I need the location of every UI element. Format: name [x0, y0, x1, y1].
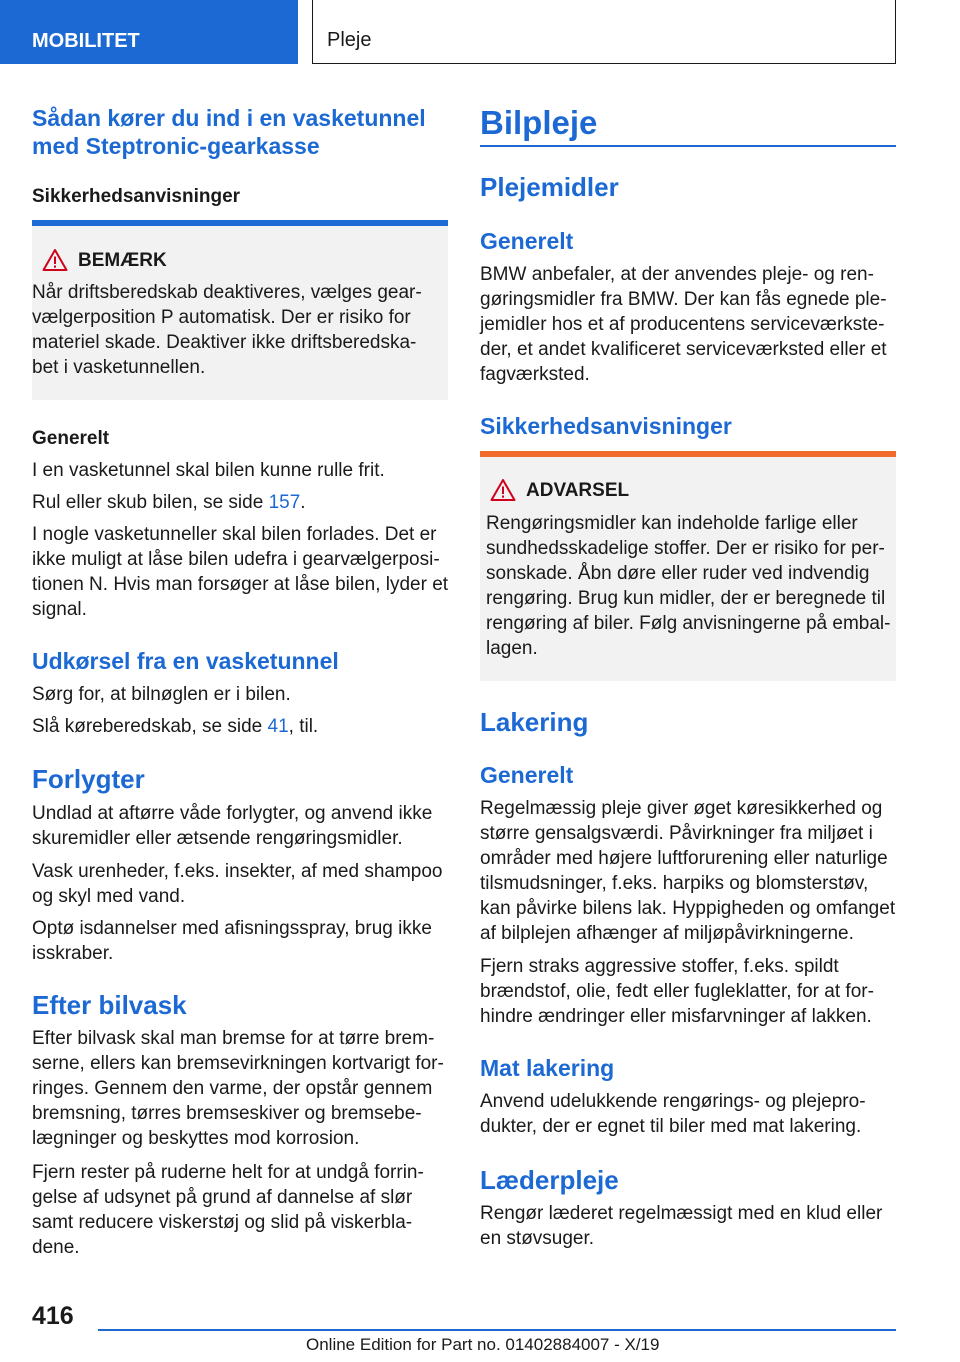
- left-p2-end: .: [300, 492, 306, 513]
- notice-label: BEMÆRK: [78, 250, 167, 271]
- paint-general-heading: Generelt: [480, 762, 574, 788]
- headlights-heading: Forlygter: [32, 764, 145, 794]
- after-wash-p1-line: lægninger og beskyttes mod korrosion.: [32, 1128, 360, 1149]
- footer-rule: [98, 1329, 896, 1331]
- warning-label: ADVARSEL: [526, 480, 630, 501]
- paint-p1: [480, 796, 900, 946]
- after-wash-p2: [32, 1160, 452, 1260]
- after-wash-p2-line: dene.: [32, 1237, 80, 1258]
- paint-p1-line: områder med højere luftforurening eller naturlige: [480, 848, 888, 869]
- care-products-heading: Plejemidler: [480, 172, 619, 202]
- headlights-p1-line: skuremidler eller ætsende rengøringsmidler.: [32, 828, 403, 849]
- warning-box: [480, 451, 896, 681]
- left-p3-line: signal.: [32, 599, 87, 620]
- notice-bar: [32, 220, 448, 226]
- warning-triangle-icon: [490, 478, 516, 502]
- paint-p2-line: hindre ændringer eller misfarvninger af lakken.: [480, 1006, 872, 1027]
- leather-paragraph-line: en støvsuger.: [480, 1228, 595, 1249]
- paint-p1-line: kan påvirke bilens lak. Hyppigheden og omfanget: [480, 898, 896, 919]
- notice-line: Når driftsberedskab deaktiveres, vælges gear-: [32, 282, 422, 303]
- paint-p1-line: større gensalgsværdi. Påvirkninger fra miljøet i: [480, 823, 873, 844]
- notice-box: [32, 220, 448, 400]
- care-paragraph-line: gøringsmidler fra BMW. Der kan fås egnede ple-: [480, 289, 887, 310]
- warning-body: [486, 511, 896, 661]
- after-wash-p1-line: serne, ellers kan bremsevirkningen kortvarigt for-: [32, 1053, 444, 1074]
- notice-body: [32, 280, 448, 380]
- headlights-p2: [32, 859, 452, 909]
- after-wash-p2-line: Fjern rester på ruderne helt for at undgå forrin-: [32, 1162, 424, 1183]
- right-safety-heading: Sikkerhedsanvisninger: [480, 413, 732, 439]
- section-tab: [0, 0, 298, 64]
- headlights-p1: [32, 801, 452, 851]
- care-paragraph-line: der, et andet kvalificeret serviceværksted eller et: [480, 339, 887, 360]
- left-p3-line: tionen N. Hvis man forsøger at låse bilen, lyder et: [32, 574, 449, 595]
- headlights-p3-line: Optø isdannelser med afisningsspray, brug ikke: [32, 918, 432, 939]
- care-general-heading: Generelt: [480, 228, 574, 254]
- headlights-p1-line: Undlad at aftørre våde forlygter, og anvend ikke: [32, 803, 433, 824]
- warning-line: sonskade. Åbn døre eller ruder ved indvendig: [486, 563, 870, 584]
- warning-triangle-icon: [42, 248, 68, 272]
- left-title: [32, 104, 452, 160]
- left-p2: [32, 490, 306, 515]
- care-paragraph: [480, 262, 900, 387]
- after-wash-p1-line: ringes. Gennem den varme, der opstår gennem: [32, 1078, 433, 1099]
- paint-p1-line: Regelmæssig pleje giver øget køresikkerhed og: [480, 798, 883, 819]
- paint-p1-line: tilsmudsninger, f.eks. harpiks og blomsterstøv,: [480, 873, 869, 894]
- notice-line: materiel skade. Deaktiver ikke driftsberedska-: [32, 332, 417, 353]
- headlights-p3: [32, 916, 452, 966]
- exit-p2-text: Slå køreberedskab, se side: [32, 716, 268, 737]
- left-title-line-2: med Steptronic-gearkasse: [32, 133, 320, 159]
- headlights-p2-line: Vask urenheder, f.eks. insekter, af med shampoo: [32, 861, 443, 882]
- warning-line: rengøring af biler. Følg anvisningerne på embal-: [486, 613, 891, 634]
- after-wash-p1-line: bremsning, tørres bremseskiver og bremsebe-: [32, 1103, 422, 1124]
- section-label: MOBILITET: [32, 30, 140, 52]
- left-safety-heading: Sikkerhedsanvisninger: [32, 186, 241, 207]
- notice-line: bet i vasketunnellen.: [32, 357, 206, 378]
- leather-paragraph: [480, 1201, 900, 1251]
- page-number: 416: [32, 1302, 74, 1330]
- notice-line: vælgerposition P automatisk. Der er risiko for: [32, 307, 411, 328]
- after-wash-p1: [32, 1026, 452, 1151]
- chapter-tab: [312, 0, 896, 64]
- left-p3: [32, 522, 452, 622]
- left-general-heading: Generelt: [32, 428, 110, 449]
- after-wash-heading: Efter bilvask: [32, 990, 187, 1020]
- exit-p1: Sørg for, at bilnøglen er i bilen.: [32, 684, 291, 705]
- matte-paragraph-line: Anvend udelukkende rengørings- og plejepro-: [480, 1091, 866, 1112]
- matte-paragraph-line: dukter, der er egnet til biler med mat lakering.: [480, 1116, 862, 1137]
- paint-p2-line: Fjern straks aggressive stoffer, f.eks. spildt: [480, 956, 839, 977]
- leather-paragraph-line: Rengør læderet regelmæssigt med en klud eller: [480, 1203, 883, 1224]
- edition-text: Online Edition for Part no. 01402884007 - X/19: [306, 1335, 660, 1354]
- left-p3-line: ikke muligt at låse bilen udefra i gearvælgerposi-: [32, 549, 440, 570]
- care-paragraph-line: BMW anbefaler, at der anvendes pleje- og ren-: [480, 264, 874, 285]
- warning-bar: [480, 451, 896, 457]
- warning-line: Rengøringsmidler kan indeholde farlige eller: [486, 513, 858, 534]
- after-wash-p2-line: gelse af udsynet på grund af dannelse af slør: [32, 1187, 413, 1208]
- exit-heading: Udkørsel fra en vasketunnel: [32, 648, 339, 674]
- warning-line: rengøring. Brug kun midler, der er beregnede til: [486, 588, 886, 609]
- paint-heading: Lakering: [480, 707, 589, 737]
- warning-line: lagen.: [486, 638, 538, 659]
- paint-p2: [480, 954, 900, 1029]
- leather-heading: Læderpleje: [480, 1165, 619, 1195]
- left-p3-line: I nogle vasketunneller skal bilen forlades. Det er: [32, 524, 437, 545]
- main-heading: Bilpleje: [480, 104, 598, 141]
- exit-p2-end: , til.: [288, 716, 319, 737]
- heading-rule: [480, 145, 896, 147]
- matte-heading: Mat lakering: [480, 1055, 615, 1081]
- care-paragraph-line: fagværksted.: [480, 364, 590, 385]
- paint-p1-line: af bilplejen afhænger af miljøpåvirkningerne.: [480, 923, 854, 944]
- left-p1: I en vasketunnel skal bilen kunne rulle frit.: [32, 460, 385, 481]
- matte-paragraph: [480, 1089, 900, 1139]
- page-link-157[interactable]: 157: [268, 492, 301, 513]
- care-paragraph-line: jemidler hos et af producentens serviceværkste-: [480, 314, 885, 335]
- headlights-p3-line: isskraber.: [32, 943, 114, 964]
- headlights-p2-line: og skyl med vand.: [32, 886, 186, 907]
- left-title-line-1: Sådan kører du ind i en vasketunnel: [32, 105, 426, 131]
- exit-p2: [32, 714, 318, 739]
- chapter-label: Pleje: [327, 29, 372, 51]
- after-wash-p2-line: samt reducere viskerstøj og slid på viskerbla-: [32, 1212, 413, 1233]
- page-link-41[interactable]: 41: [267, 716, 289, 737]
- after-wash-p1-line: Efter bilvask skal man bremse for at tørre brem-: [32, 1028, 435, 1049]
- warning-line: sundhedsskadelige stoffer. Der er risiko for per-: [486, 538, 885, 559]
- paint-p2-line: brændstof, olie, fedt eller fugleklatter, for at for-: [480, 981, 874, 1002]
- left-p2-text: Rul eller skub bilen, se side: [32, 492, 269, 513]
